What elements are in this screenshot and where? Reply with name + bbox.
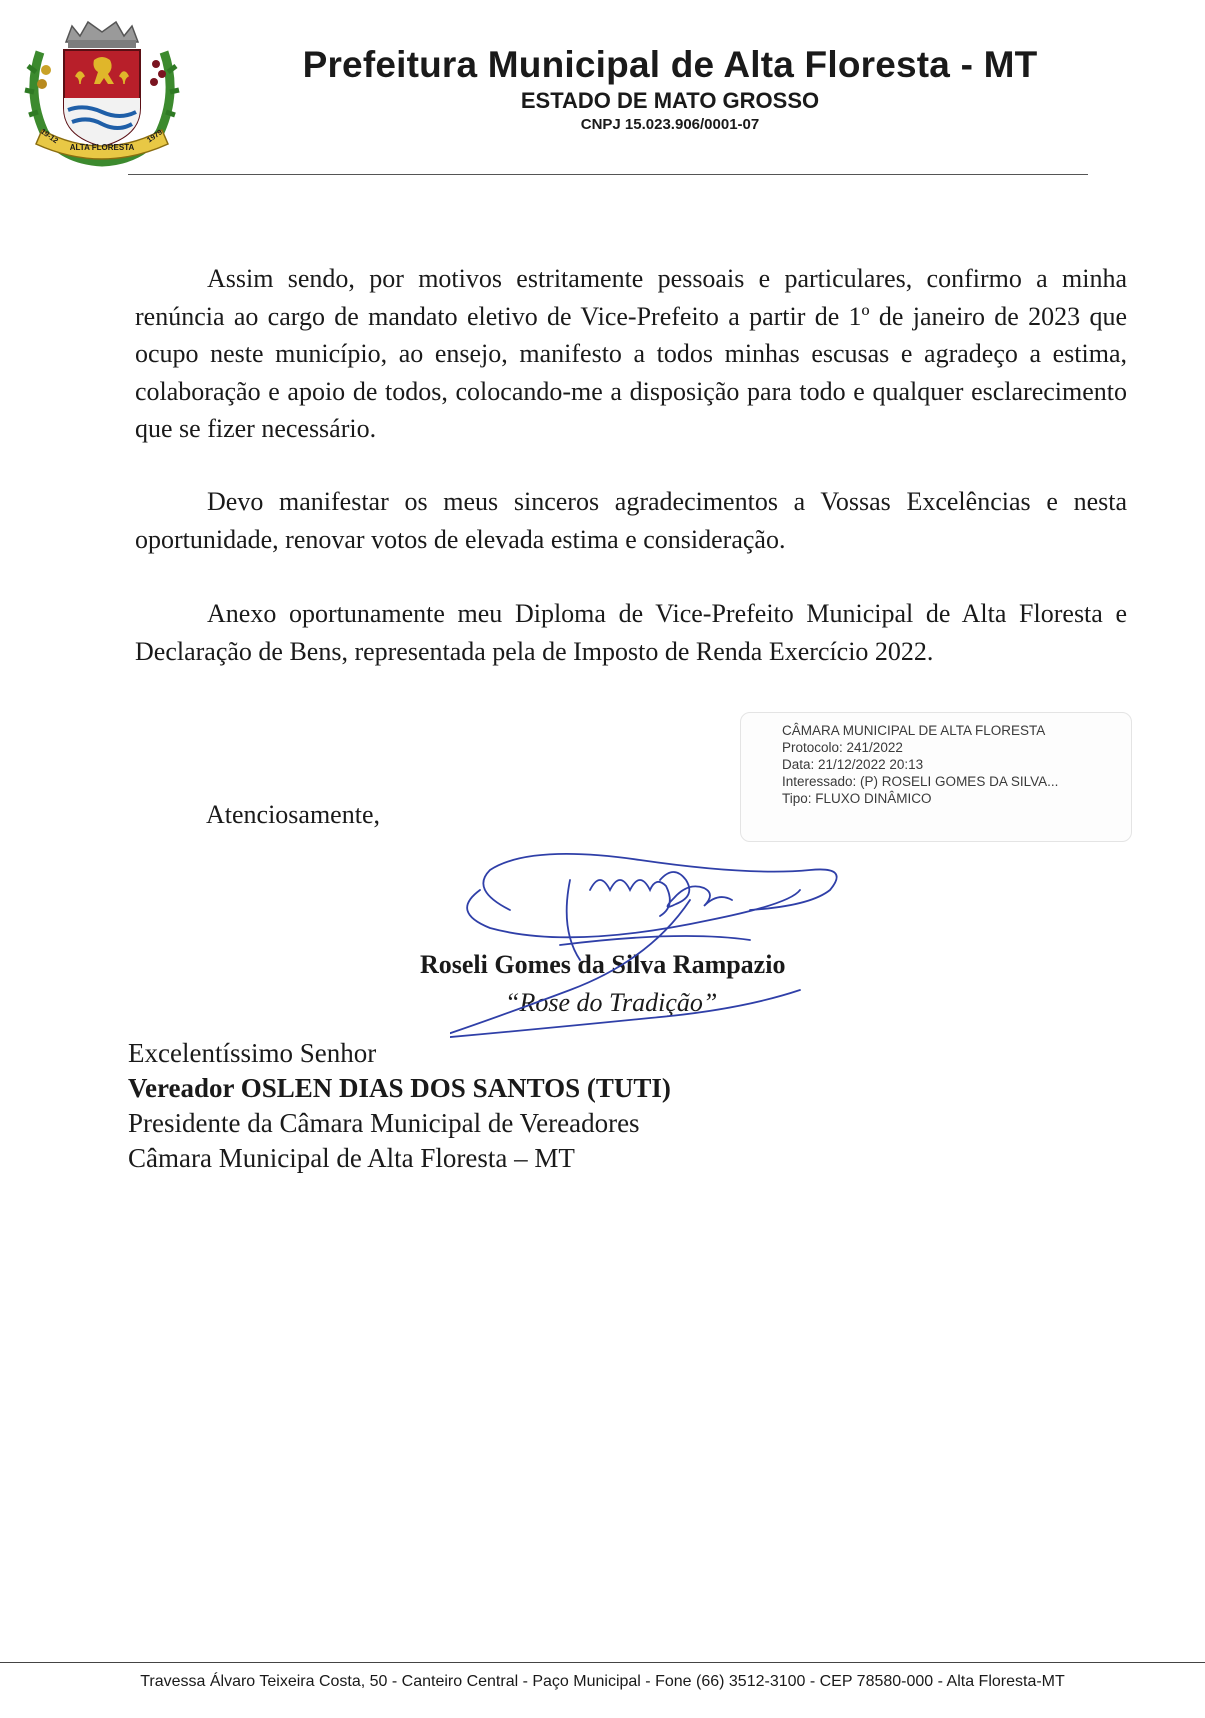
protocol-stamp-text — [782, 722, 1058, 807]
addressee-name: Vereador OSLEN DIAS DOS SANTOS (TUTI) — [128, 1073, 671, 1103]
paragraph-text: Anexo oportunamente meu Diploma de Vice-Prefeito Municipal de Alta Floresta e Declaração de Bens, representada pela de Imposto de Renda Exercício 2022. — [135, 599, 1127, 666]
crest-left-number: 19-12 — [38, 126, 60, 146]
addressee-salutation: Excelentíssimo Senhor — [128, 1038, 377, 1068]
stamp-interested: Interessado: (P) ROSELI GOMES DA SILVA... — [782, 774, 1059, 789]
paragraph-annex — [135, 595, 1127, 670]
stamp-date: Data: 21/12/2022 20:13 — [782, 757, 924, 772]
paragraph-text: Assim sendo, por motivos estritamente pessoais e particulares, confirmo a minha renúncia ao cargo de mandato eletivo de Vice-Prefeito a partir de 1º de janeiro de 2023 que ocupo neste município, ao ensejo, manifesto a todos minhas escusas e agradeço a estima, colaboração e apoio de todos, colocando-me a disposição para todo e qualquer esclarecimento que se fizer necessário. — [135, 264, 1127, 443]
crest-banner-text: ALTA FLORESTA — [69, 143, 135, 152]
footer-address: Travessa Álvaro Teixeira Costa, 50 - Canteiro Central - Paço Municipal - Fone (66) 3512-3100 - CEP 78580-000 - Alta Floresta-MT — [140, 1673, 1065, 1690]
crest-right-year: 1979 — [145, 127, 164, 145]
addressee-institution: Câmara Municipal de Alta Floresta – MT — [128, 1143, 575, 1173]
addressee-role: Presidente da Câmara Municipal de Vereadores — [128, 1108, 640, 1138]
paragraph-thanks — [135, 483, 1127, 558]
paragraph-resignation — [135, 260, 1127, 448]
stamp-type: Tipo: FLUXO DINÂMICO — [782, 791, 932, 806]
stamp-protocol: Protocolo: 241/2022 — [782, 740, 903, 755]
paragraph-text: Devo manifestar os meus sinceros agradecimentos a Vossas Excelências e nesta oportunidade, renovar votos de elevada estima e consideração. — [135, 487, 1127, 554]
footer-divider — [0, 1662, 1205, 1663]
letterhead-state: ESTADO DE MATO GROSSO — [520, 88, 820, 113]
handwritten-signature — [450, 850, 870, 1050]
stamp-institution: CÂMARA MUNICIPAL DE ALTA FLORESTA — [782, 723, 1046, 738]
letterhead-cnpj: CNPJ 15.023.906/0001-07 — [580, 116, 760, 133]
closing-text: Atenciosamente, — [206, 800, 380, 829]
municipal-crest-icon — [22, 12, 182, 170]
letterhead-title: Prefeitura Municipal de Alta Floresta - MT — [302, 44, 1038, 85]
signatory-nickname: “Rose do Tradição” — [505, 988, 718, 1017]
header-divider — [128, 174, 1088, 175]
signatory-name: Roseli Gomes da Silva Rampazio — [420, 950, 786, 979]
